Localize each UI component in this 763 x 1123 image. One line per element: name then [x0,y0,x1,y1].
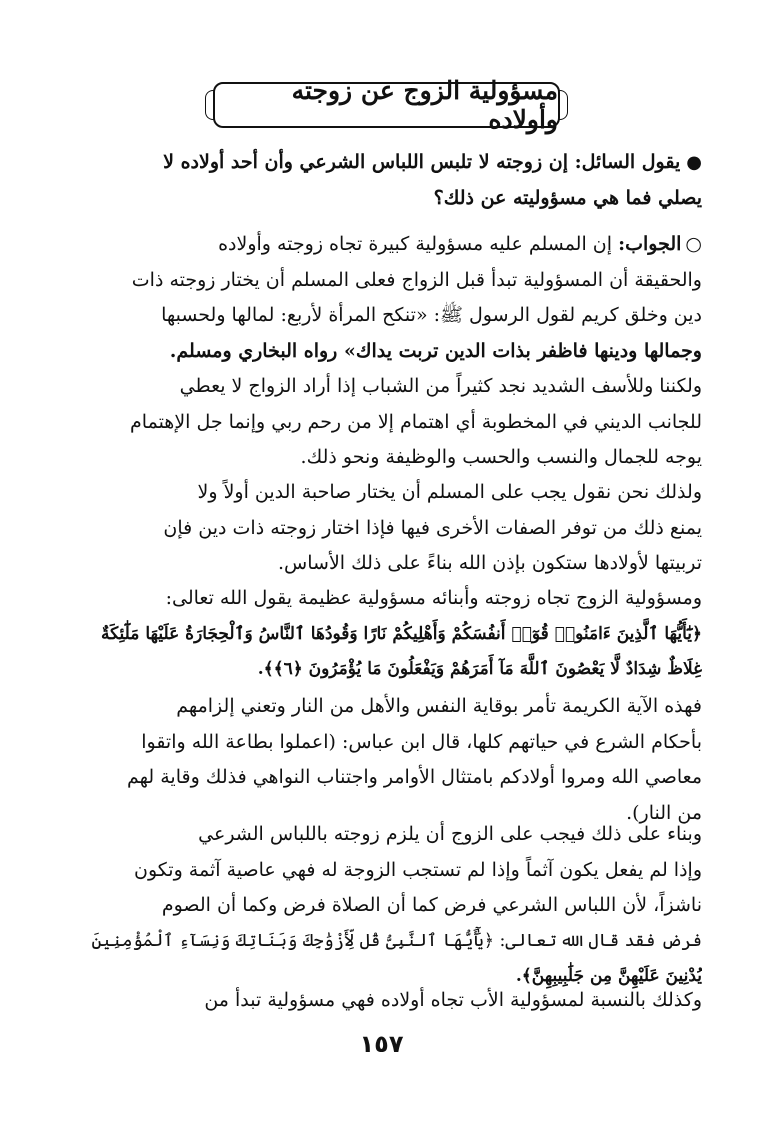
answer-text-1: إن المسلم عليه مسؤولية كبيرة تجاه زوجته وأولاده [218,233,613,255]
paragraph-4 [58,689,702,831]
paragraph-1 [58,369,702,476]
paragraph-line: من النار). [626,801,702,824]
answer-line-1 [58,227,702,263]
paragraph-line: ولذلك نحن نقول يجب على المسلم أن يختار صاحبة الدين أولاً ولا [197,481,702,503]
paragraph-line: يمنع ذلك من توفر الصفات الأخرى فيها فإذا اختار زوجته ذات دين فإن [163,516,702,539]
answer-label: الجواب: [618,233,682,255]
question-text-1: إن زوجته لا تلبس اللباس الشرعي وأن أحد أولاده لا [163,151,569,173]
paragraph-line: ولكننا وللأسف الشديد نجد كثيراً من الشباب إذا أراد الزواج لا يعطي [179,375,702,397]
paragraph-line: وكذلك بالنسبة لمسؤولية الأب تجاه أولاده فهي مسؤولية تبدأ من [204,989,702,1011]
paragraph-line: وبناء على ذلك فيجب على الزوج أن يلزم زوجته باللباس الشرعي [198,823,702,845]
paragraph-line: فهذه الآية الكريمة تأمر بوقاية النفس والأهل من النار وتعني إلزامهم [176,695,702,717]
paragraph-line: يوجه للجمال والنسب والحسب والوظيفة ونحو ذلك. [300,446,702,468]
paragraph-line: وإذا لم يفعل يكون آثماً وإذا لم تستجب الزوجة له فهي عاصية آثمة وتكون [134,858,702,881]
paragraph-line: معاصي الله ومروا أولادكم بامتثال الأوامر واجتناب النواهي فذلك وقاية لهم [127,766,702,788]
quran-verse-line: ﴿يَٰٓأَيُّهَا ٱلَّذِينَ ءَامَنُوا۟ قُوٓا۟ أَنفُسَكُمْ وَأَهْلِيكُمْ نَارًا وَقُودُهَا ٱلنَّاسُ وَٱلْحِجَارَةُ عَلَيْهَا مَلَٰٓئِكَةٌ [101,623,702,644]
paragraph-line: بأحكام الشرع في حياتهم كلها، قال ابن عباس: (اعملوا بطاعة الله واتقوا [141,730,702,753]
page-title: مسؤولية الزوج عن زوجته وأولاده [291,76,558,134]
paragraph-6 [58,983,702,1019]
title-frame [213,76,560,134]
answer-line-2: والحقيقة أن المسؤولية تبدأ قبل الزواج فعلى المسلم أن يختار زوجته ذات [131,268,702,291]
paragraph-line: للجانب الديني في المخطوبة أي اهتمام إلا من رحم ربي وإنما جل الإهتمام [130,410,702,433]
paragraph-2 [58,475,702,582]
page-number: ١٥٧ [359,1030,404,1058]
question-label: يقول السائل: [574,151,681,173]
paragraph-3 [58,581,702,688]
circle-marker-icon: ○ [685,233,702,255]
paragraph-5 [58,817,702,995]
quran-verse-line: يُدْنِينَ عَلَيْهِنَّ مِن جَلَٰبِيبِهِنَّ﴾. [515,966,702,986]
quran-verse-line: فرض فقد قال الله تعالى: ﴿يَٰٓأَيُّهَا ٱلنَّبِىُّ قُل لِّأَزْوَٰجِكَ وَبَنَاتِكَ وَنِسَآءِ ٱلْمُؤْمِنِينَ [91,930,702,951]
paragraph-line: ومسؤولية الزوج تجاه زوجته وأبنائه مسؤولية عظيمة يقول الله تعالى: [165,587,702,609]
answer-block [58,227,702,369]
paragraph-line: تربيتها لأولادها ستكون بإذن الله بناءً على ذلك الأساس. [278,552,702,574]
answer-line-3: دين وخلق كريم لقول الرسول ﷺ: «تنكح المرأة لأربع: لمالها ولحسبها [161,304,702,326]
question-line-1 [58,145,702,181]
answer-line-4: وجمالها ودينها فاظفر بذات الدين تربت يداك» رواه البخاري ومسلم. [169,339,702,362]
quran-verse-line: غِلَاظٌ شِدَادٌ لَّا يَعْصُونَ ٱللَّهَ مَآ أَمَرَهُمْ وَيَفْعَلُونَ مَا يُؤْمَرُونَ ﴿٦﴾﴾. [257,659,702,679]
question-block [58,145,702,216]
question-line-2: يصلي فما هي مسؤوليته عن ذلك؟ [433,186,702,209]
bullet-icon: ● [686,152,702,173]
paragraph-line: ناشزاً، لأن اللباس الشرعي فرض كما أن الصلاة فرض وكما أن الصوم [161,894,702,916]
